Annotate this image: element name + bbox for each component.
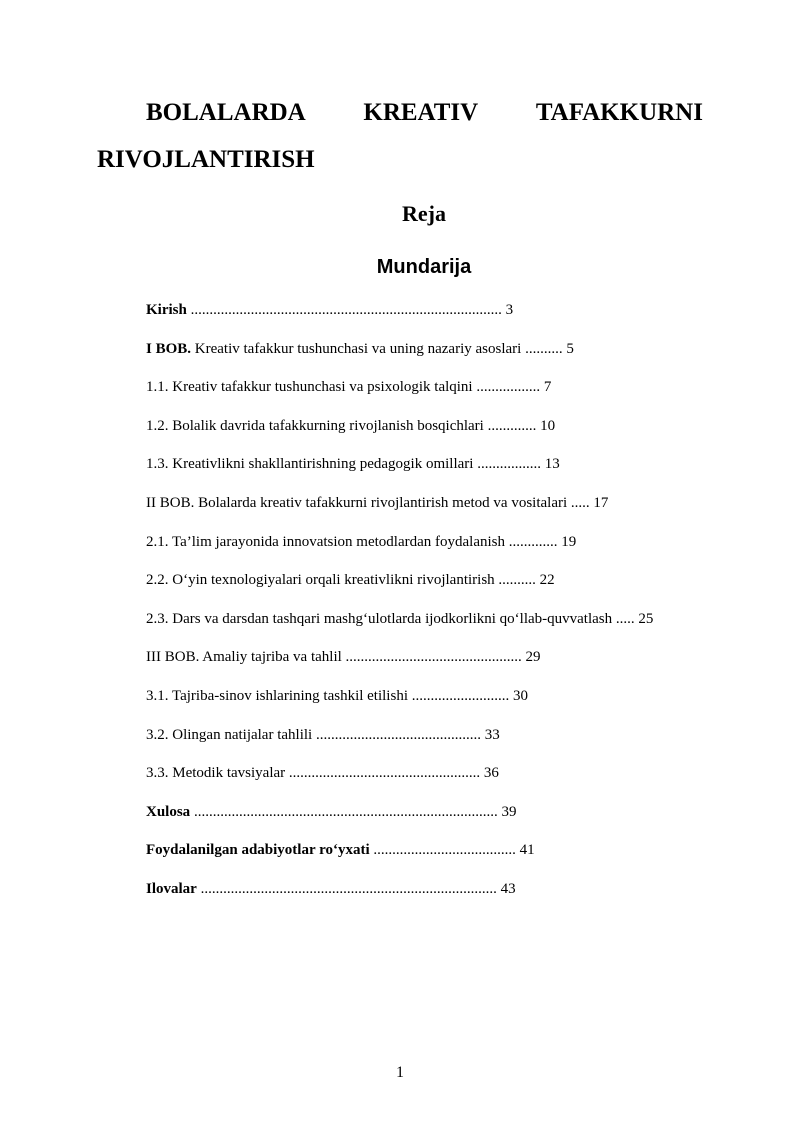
toc-entry-xulosa [146, 801, 653, 840]
toc-entry-chapter-3 [146, 646, 653, 685]
title-word-3: TAFAKKURNI [535, 99, 703, 126]
toc-entry-kirish [146, 299, 653, 338]
toc-entry-2-2 [146, 569, 653, 608]
toc-entry-bold-label: Kirish [146, 302, 187, 318]
toc-entry-chapter-1 [146, 338, 653, 377]
toc-entry-bold-label: I BOB. [146, 340, 192, 357]
table-of-contents [146, 299, 653, 917]
toc-entry-2-3 [146, 608, 653, 647]
toc-entry-text: III BOB. Amaliy tajriba va tahlil ............................................... 29 [146, 649, 541, 666]
toc-entry-text: 2.2. O‘yin texnologiyalari orqali kreativlikni rivojlantirish .......... 22 [146, 572, 555, 589]
toc-entry-3-1 [146, 685, 653, 724]
toc-entry-text: Kreativ tafakkur tushunchasi va uning nazariy asoslari .......... 5 [191, 340, 574, 357]
document-title-line-2: RIVOJLANTIRISH [97, 146, 315, 173]
toc-entry-text: ............................................................................... 43 [196, 880, 516, 897]
toc-entry-1-2 [146, 415, 653, 454]
toc-entry-text: 2.3. Dars va darsdan tashqari mashg‘ulotlarda ijodkorlikni qo‘llab-quvvatlash ..... 25 [146, 610, 654, 627]
plan-heading: Reja [402, 201, 446, 226]
toc-entry-text: ...................................... 41 [369, 842, 535, 859]
toc-entry-text: ................................................................................. 39 [190, 803, 517, 820]
toc-entry-text: 1.1. Kreativ tafakkur tushunchasi va psixologik talqini ................. 7 [146, 379, 552, 396]
toc-entry-appendices [146, 878, 653, 917]
toc-entry-3-2 [146, 724, 653, 763]
toc-entry-bold-label: Xulosa [146, 803, 191, 820]
toc-entry-text: 2.1. Ta’lim jarayonida innovatsion metodlardan foydalanish ............. 19 [146, 533, 577, 550]
toc-entry-3-3 [146, 762, 653, 801]
toc-entry-1-1 [146, 376, 653, 415]
document-title-line-1 [97, 98, 703, 128]
toc-entry-text: 1.2. Bolalik davrida tafakkurning rivojlanish bosqichlari ............. 10 [146, 417, 556, 434]
title-word-2: KREATIV [363, 99, 479, 126]
toc-entry-text: 1.3. Kreativlikni shakllantirishning pedagogik omillari ................. 13 [146, 456, 560, 473]
toc-entry-chapter-2 [146, 492, 653, 531]
contents-heading: Mundarija [376, 256, 472, 278]
toc-entry-text: 3.3. Metodik tavsiyalar ................................................... 36 [146, 765, 499, 782]
toc-entry-text: ................................................................................... 3 [186, 302, 514, 318]
title-word-1: BOLALARDA [146, 99, 306, 126]
toc-entry-text: II BOB. Bolalarda kreativ tafakkurni rivojlantirish metod va vositalari ..... 17 [146, 494, 609, 511]
toc-entry-bold-label: Ilovalar [146, 880, 197, 897]
toc-entry-text: 3.1. Tajriba-sinov ishlarining tashkil etilishi .......................... 30 [146, 687, 528, 704]
toc-entry-2-1 [146, 531, 653, 570]
toc-entry-bold-label: Foydalanilgan adabiyotlar ro‘yxati [146, 842, 370, 859]
toc-entry-1-3 [146, 453, 653, 492]
toc-entry-bibliography [146, 839, 653, 878]
toc-entry-text: 3.2. Olingan natijalar tahlili ............................................ 33 [146, 726, 500, 743]
page-number: 1 [396, 1064, 404, 1081]
